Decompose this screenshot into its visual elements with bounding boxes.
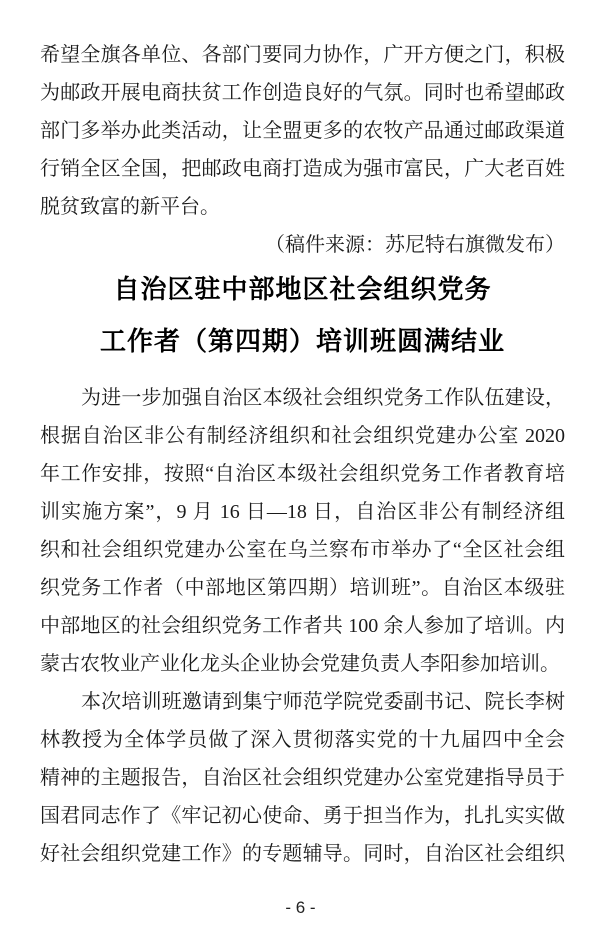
body-line: 林教授为全体学员做了深入贯彻落实党的十九届四中全会 — [40, 729, 565, 751]
body-line: 希望全旗各单位、各部门要同力协作，广开方便之门，积极 — [40, 44, 565, 66]
article-title — [40, 264, 565, 368]
body-line: 蒙古农牧业产业化龙头企业协会党建负责人李阳参加培训。 — [40, 653, 560, 675]
body-line: 织党务工作者（中部地区第四期）培训班”。自治区本级驻 — [40, 577, 565, 599]
body-line: 为进一步加强自治区本级社会组织党务工作队伍建设， — [81, 387, 565, 409]
body-line: 本次培训班邀请到集宁师范学院党委副书记、院长李树 — [81, 691, 565, 713]
body-line: 年工作安排，按照“自治区本级社会组织党务工作者教育培 — [40, 463, 565, 485]
body-line: 精神的主题报告，自治区社会组织党建办公室党建指导员于 — [40, 767, 565, 789]
body-line: 中部地区的社会组织党务工作者共 100 余人参加了培训。内 — [40, 615, 565, 637]
article-title-line-2: 工作者（第四期）培训班圆满结业 — [99, 327, 505, 356]
body-line: 脱贫致富的新平台。 — [40, 196, 220, 218]
article-body — [40, 379, 565, 873]
body-line: 部门多举办此类活动，让全盟更多的农牧产品通过邮政渠道 — [40, 120, 565, 142]
body-line: 好社会组织党建工作》的专题辅导。同时，自治区社会组织 — [40, 843, 565, 865]
page-number: - 6 - — [285, 898, 316, 917]
body-line: 训实施方案”，9 月 16 日—18 日，自治区非公有制经济组 — [40, 501, 565, 523]
body-line: （稿件来源：苏尼特右旗微发布） — [265, 234, 565, 256]
body-line: 织和社会组织党建办公室在乌兰察布市举办了“全区社会组 — [40, 539, 565, 561]
body-line: 为邮政开展电商扶贫工作创造良好的气氛。同时也希望邮政 — [40, 82, 565, 104]
page-content — [40, 36, 565, 873]
body-line: 国君同志作了《牢记初心使命、勇于担当作为，扎扎实实做 — [40, 805, 565, 827]
body-line: 行销全区全国，把邮政电商打造成为强市富民，广大老百姓 — [40, 158, 565, 180]
body-line: 根据自治区非公有制经济组织和社会组织党建办公室 2020 — [40, 425, 565, 447]
article-title-line-1: 自治区驻中部地区社会组织党务 — [113, 275, 492, 304]
previous-article-paragraph — [40, 36, 565, 264]
